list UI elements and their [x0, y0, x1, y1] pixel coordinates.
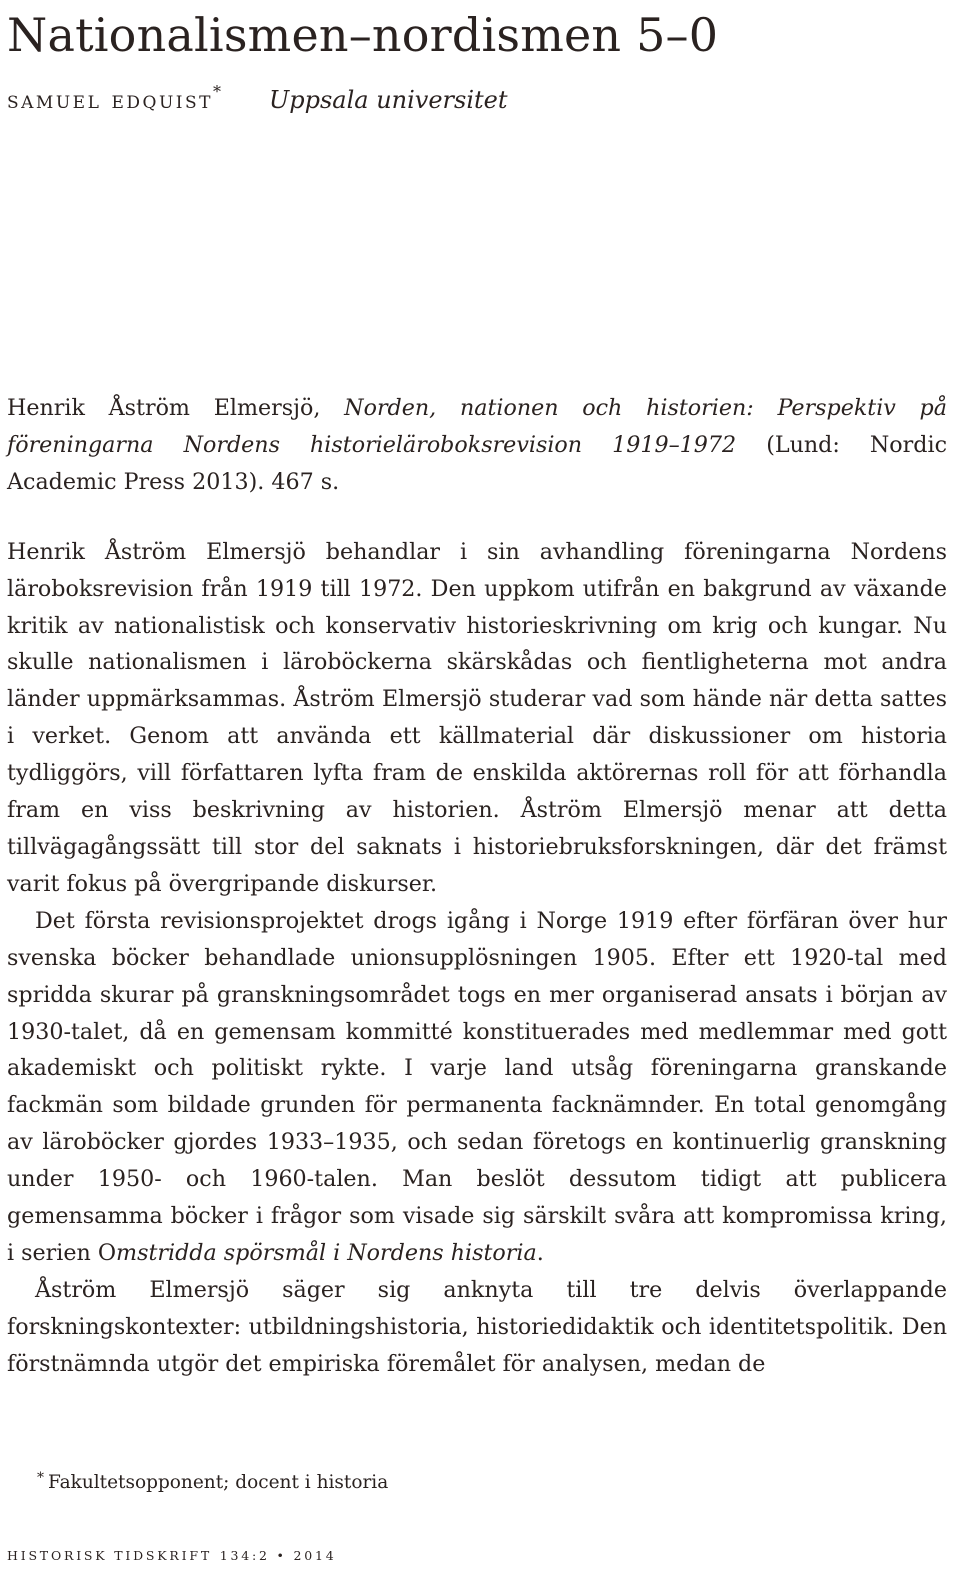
author-affiliation: Uppsala universitet: [269, 86, 508, 114]
series-title: mstridda spörsmål i Nordens historia: [116, 1239, 537, 1266]
footnote: [37, 1472, 388, 1493]
article-title: Nationalismen–nordismen 5–0: [7, 8, 719, 62]
body-paragraph-2: [7, 903, 947, 1272]
reviewed-work-citation: [7, 390, 947, 501]
reviewed-author: Henrik Åström Elmersjö,: [7, 395, 345, 421]
body-paragraph-3: Åström Elmersjö säger sig anknyta till tre delvis överlappande forskningskontexter: utbildningshistoria, historiedidaktik och identitetspolitik. Den förstnämnda utgör det empiriska föremålet för analysen, medan de: [7, 1276, 947, 1377]
running-footer: [7, 1546, 336, 1564]
footnote-text: Fakultetsopponent; docent i historia: [48, 1472, 389, 1493]
reviewed-title: Norden, nationen och historien: Perspektiv på föreningarna Nordens historieläroboksrevision 1919–1972: [7, 395, 947, 458]
author-footnote-mark: *: [213, 82, 221, 101]
reviewed-details: (Lund: Nordic Academic Press 2013). 467 s.: [7, 431, 948, 495]
byline: [7, 82, 508, 114]
journal-name: HISTORISK TIDSKRIFT: [7, 1548, 212, 1563]
paragraph-2-text: Det första revisionsprojektet drogs igång i Norge 1919 efter förfäran över hur svenska böcker behandlade unionsupplösningen 1905. Efter ett 1920-tal med spridda skurar på granskningsområdet togs en mer organiserad ansats i början av 1930-talet, då en gemensam kommitté konstituerades med medlemmar med gott akademiskt och politiskt rykte. I varje land utsåg föreningarna granskande fackmän som bildade grunden för permanenta facknämnder. En total genomgång av läroböcker gjordes 1933–1935, och sedan företogs en kontinuerlig granskning under 1950- och 1960-talen. Man beslöt dessutom tidigt att publicera gemensamma böcker i frågor som visade sig särskilt svåra att kompromissa kring, i serien O: [7, 907, 947, 1266]
body-paragraph-1: Henrik Åström Elmersjö behandlar i sin avhandling föreningarna Nordens läroboksrevision från 1919 till 1972. Den uppkom utifrån en bakgrund av växande kritik av nationalistisk och konservativ historieskrivning om krig och kungar. Nu skulle nationalismen i läroböckerna skärskådas och fientligheterna mot andra länder uppmärksammas. Åström Elmersjö studerar vad som hände när detta sattes i verket. Genom att använda ett källmaterial där diskussioner om historia tydliggörs, vill författaren lyfta fram de enskilda aktörernas roll för att förhandla fram en viss beskrivning av historien. Åström Elmersjö menar att detta tillvägagångssätt till stor del saknats i historiebruksforskningen, där det främst varit fokus på övergripande diskurser.: [7, 538, 947, 897]
article-body: [7, 390, 947, 1383]
paragraph-2-end: .: [536, 1239, 544, 1266]
author-name: samuel edquist: [7, 86, 213, 114]
journal-issue: 134:2 • 2014: [219, 1548, 337, 1563]
footnote-mark: *: [37, 1470, 44, 1486]
article-page: [7, 0, 947, 1583]
